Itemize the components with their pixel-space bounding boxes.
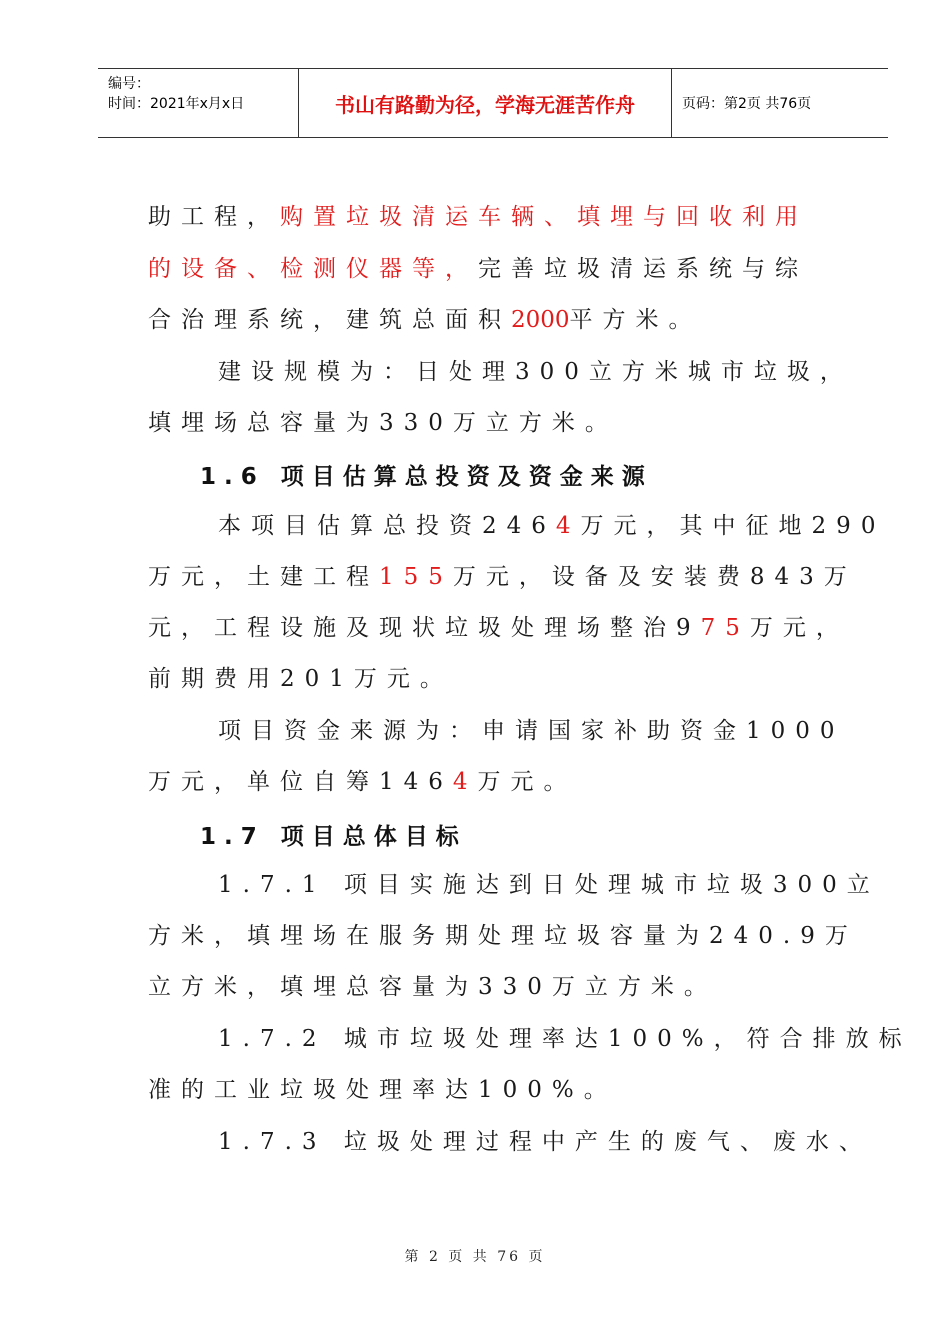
section-heading: 1.7 项目总体目标 bbox=[200, 824, 467, 850]
header-motto: 书山有路勤为径，学海无涯苦作舟 bbox=[299, 69, 672, 137]
text-line: 1.7.2 城市垃圾处理率达100%，符合排放标 bbox=[218, 1026, 912, 1052]
time-label: 时间：2021年x月x日 bbox=[108, 96, 245, 112]
number-label: 编号： bbox=[108, 76, 150, 92]
text-span: 元，工程设施及现状垃圾处理场整治9 bbox=[148, 615, 701, 641]
text-line: 1.7.1 项目实施达到日处理城市垃圾300立 bbox=[218, 872, 880, 898]
text-span: 万元，土建工程 bbox=[148, 564, 379, 590]
text-span: 本项目估算总投资246 bbox=[218, 513, 556, 539]
text-line: 方米，填埋场在服务期处理垃圾容量为240.9万 bbox=[148, 923, 858, 949]
highlight-number: 155 bbox=[379, 564, 453, 590]
text-line bbox=[148, 767, 848, 797]
text-span: 平方米。 bbox=[569, 307, 702, 333]
text-line: 填埋场总容量为330万立方米。 bbox=[148, 410, 618, 436]
text-line bbox=[148, 254, 848, 284]
page-footer: 第 2 页 共 76 页 bbox=[404, 1249, 546, 1265]
highlight-text: 的设备、检测仪器等， bbox=[148, 256, 478, 282]
highlight-number: 4 bbox=[452, 769, 478, 795]
highlight-text: 购置垃圾清运车辆、填埋与回收利用 bbox=[280, 204, 808, 230]
text-span: 万元。 bbox=[477, 769, 577, 795]
text-line bbox=[148, 202, 848, 232]
text-span: 万元，其中征地290 bbox=[580, 513, 886, 539]
text-span: 助工程， bbox=[148, 204, 280, 230]
text-line bbox=[148, 562, 857, 592]
text-line bbox=[148, 305, 848, 335]
highlight-number: 2000 bbox=[511, 307, 570, 333]
header-page-info bbox=[672, 69, 888, 137]
text-span: 万元，设备及安装费843万 bbox=[452, 564, 857, 590]
text-span: 完善垃圾清运系统与综 bbox=[478, 256, 808, 282]
page-info-text: 页码：第2页 共76页 bbox=[682, 96, 812, 112]
highlight-number: 75 bbox=[700, 615, 750, 641]
page-header bbox=[98, 68, 888, 138]
section-heading: 1.6 项目估算总投资及资金来源 bbox=[200, 464, 653, 490]
text-span: 万元， bbox=[749, 615, 849, 641]
text-line: 准的工业垃圾处理率达100%。 bbox=[148, 1077, 617, 1103]
text-line: 建设规模为：日处理300立方米城市垃圾， bbox=[218, 359, 853, 385]
text-line: 1.7.3 垃圾处理过程中产生的废气、废水、 bbox=[218, 1129, 872, 1155]
header-meta bbox=[98, 69, 299, 137]
text-line bbox=[148, 613, 848, 643]
text-span: 合治理系统，建筑总面积 bbox=[148, 307, 511, 333]
text-line bbox=[218, 511, 918, 541]
text-span: 万元，单位自筹146 bbox=[148, 769, 453, 795]
text-line: 项目资金来源为：申请国家补助资金1000 bbox=[218, 718, 845, 744]
highlight-number: 4 bbox=[555, 513, 581, 539]
text-line: 前期费用201万元。 bbox=[148, 666, 453, 692]
text-line: 立方米，填埋总容量为330万立方米。 bbox=[148, 974, 717, 1000]
